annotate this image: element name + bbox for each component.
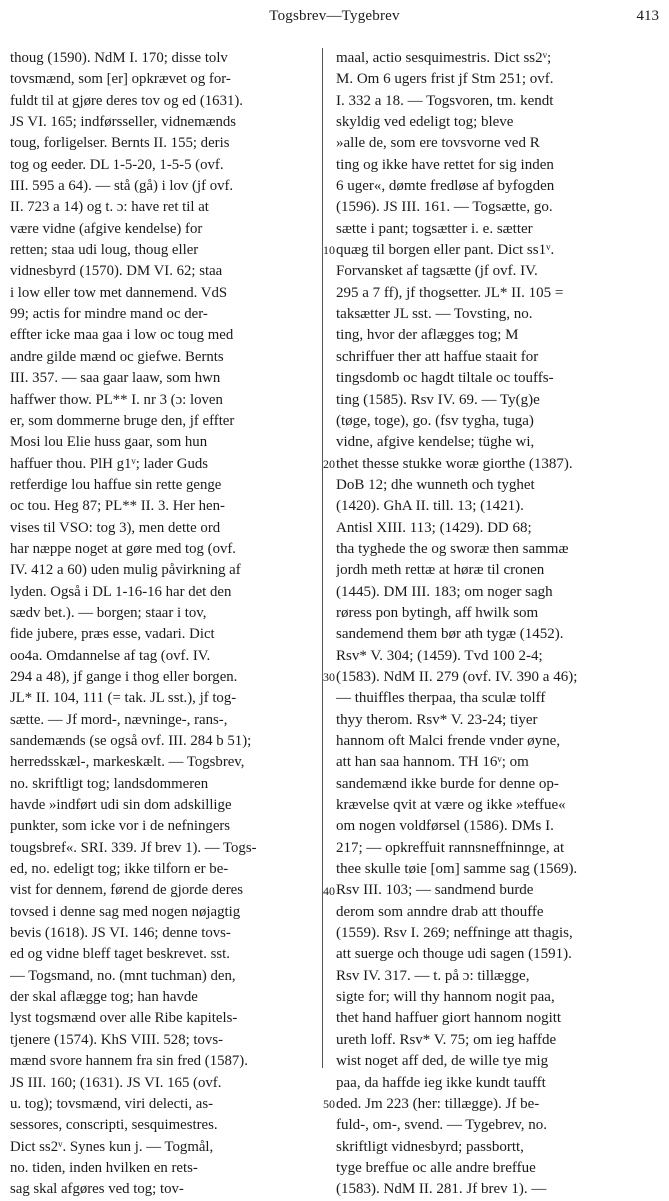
text-line: oc tou. Heg 87; PL** II. 3. Her hen- [10,498,225,515]
text-line: JS III. 160; (1631). JS VI. 165 (ovf. [10,1074,222,1091]
text-line: tovsed i denne sag med nogen nøjagtig [10,903,241,920]
text-line: ureth loff. Rsv* V. 75; om ieg haffde [336,1031,557,1048]
text-line: krævelse qvit at være og ikke »teffue« [336,797,566,814]
text-line: u. tog); tovsmænd, viri delecti, as- [10,1095,214,1112]
text-line: haffwer thow. PL** I. nr 3 (ɔ: loven [10,391,223,408]
text-line: ting (1585). Rsv IV. 69. — Ty(g)e [336,391,540,408]
text-line: (1596). JS III. 161. — Togsætte, go. [336,199,553,216]
page-header [0,0,669,40]
text-line: i low eller tow met dannemend. VdS [10,284,228,301]
text-line: sag skal afgøres ved tog; tov- [10,1181,184,1198]
text-line: lyst togsmænd over alle Ribe kapitels- [10,1010,238,1027]
text-line: thee skulle tøie [om] samme sag (1569). [336,861,578,878]
text-line: toug, forligelser. Bernts II. 155; deris [10,135,230,152]
text-line: 217; — opkreffuit rannsneffninnge, at [336,839,565,856]
text-line: retten; staa udi loug, thoug eller [10,242,199,259]
text-line: (1445). DM III. 183; om noger sagh [336,583,553,600]
text-line: tog og eeder. DL 1-5-20, 1-5-5 (ovf. [10,156,224,173]
text-line: 99; actis for mindre mand oc der- [10,306,208,323]
text-line: haffuer thou. PlH g1ᵛ; lader Guds [10,455,209,472]
text-line: wist noget aff ded, de wille tye mig [336,1053,549,1070]
text-line: quæg til borgen eller pant. Dict ss1ᵛ. [336,242,555,259]
text-line: Forvansket af tagsætte (jf ovf. IV. [336,263,538,280]
text-line: Rsv III. 103; — sandmend burde [336,882,534,899]
right-column [336,48,658,1201]
text-line: tougsbref«. SRI. 339. Jf brev 1). — Togs- [10,839,257,856]
text-line: sandemænd ikke burde for denne op- [336,775,559,792]
text-line: »alle de, som ere tovsvorne ved R [336,135,540,152]
text-line: tingsdomb oc hagdt tiltale oc touffs- [336,370,554,387]
text-line: Dict ss2ᵛ. Synes kun j. — Togmål, [10,1138,214,1155]
text-line: (1583). NdM II. 279 (ovf. IV. 390 a 46); [336,668,578,685]
text-line: paa, da haffde ieg ikke kundt taufft [336,1074,546,1091]
text-line: thoug (1590). NdM I. 170; disse tolv [10,50,228,66]
text-line: sandemend them bør ath tygæ (1452). [336,626,564,643]
text-line: att han saa hannom. TH 16ᵛ; om [336,754,529,771]
text-line: fide jubere, præs esse, vadari. Dict [10,626,215,643]
column-divider [322,48,323,1068]
text-line: (1583). NdM II. 281. Jf brev 1). — [336,1181,547,1198]
text-line: sætte i pant; togsætter i. e. sætter [336,220,533,237]
line-number: 30 [323,670,335,685]
text-line: taksætter JL sst. — Tovsting, no. [336,306,533,323]
text-line: punkter, som icke vor i de nefningers [10,818,231,835]
line-number: 20 [323,456,335,471]
text-line: jordh meth rettæ at høræ til cronen [336,562,545,579]
text-line: Antisl XIII. 113; (1429). DD 68; [336,519,532,536]
text-line: røress pon bytingh, aff hwilk som [336,604,539,621]
text-line: hannom oft Malci frende vnder øyne, [336,733,561,749]
text-line: vidne, afgive kendelse; tüghe wi, [336,434,535,451]
text-line: maal, actio sesquimestris. Dict ss2ᵛ; [336,50,552,66]
text-line: — thuiffles therpaa, tha sculæ tolff [336,690,546,707]
text-line: vises til VSO: tog 3), men dette ord [10,519,221,536]
text-line: Mosi lou Elie huss gaar, som hun [10,434,208,451]
text-line: andre gilde mænd oc giefwe. Bernts [10,348,224,365]
text-line: JL* II. 104, 111 (= tak. JL sst.), jf tog- [10,690,237,707]
text-line: 6 uger«, dømte fredløse af byfogden [336,178,555,195]
text-line: mænd svore hannem fra sin fred (1587). [10,1053,248,1070]
text-line: sigte for; will thy hannom nogit paa, [336,989,555,1006]
text-line: tjenere (1574). KhS VIII. 528; tovs- [10,1031,224,1048]
text-line: I. 332 a 18. — Togsvoren, tm. kendt [336,92,554,109]
text-line: no. tiden, inden hvilken en rets- [10,1159,198,1176]
text-line: fuldt til at gjøre deres tov og ed (1631). [10,92,243,109]
text-line: III. 357. — saa gaar laaw, som hwn [10,370,221,387]
text-line: (1559). Rsv I. 269; neffninge att thagis, [336,925,573,942]
text-line: derom som anndre drab att thouffe [336,903,544,920]
text-line: sandemænds (se også ovf. III. 284 b 51); [10,733,252,749]
text-line: effter icke maa gaa i low oc toug med [10,327,234,344]
text-line: herredsskæl-, markeskælt. — Togsbrev, [10,754,245,771]
text-line: thet hand haffuer giort hannom nogitt [336,1010,562,1027]
text-line: skyldig ved edeligt tog; bleve [336,114,514,131]
text-line: thet thesse stukke woræ giorthe (1387). [336,455,573,472]
text-line: oo4a. Omdannelse af tag (ovf. IV. [10,647,211,664]
text-line: vist for dennem, førend de gjorde deres [10,882,243,899]
text-line: har næppe noget at gøre med tog (ovf. [10,540,236,557]
text-line: ting, hvor der aflægges tog; M [336,327,519,344]
text-line: schriffuer ther att haffue staait for [336,348,539,365]
text-line: 295 a 7 ff), jf thogsetter. JL* II. 105 = [336,284,564,301]
text-line: sædv bet.). — borgen; staar i tov, [10,604,207,621]
page-number: 413 [636,8,659,24]
text-line: JS VI. 165; indførsseller, vidnemænds [10,114,237,131]
text-line: Rsv IV. 317. — t. på ɔ: tillægge, [336,967,530,984]
text-line: (1420). GhA II. till. 13; (1421). [336,498,524,515]
text-line: sessores, conscripti, sesquimestres. [10,1117,218,1134]
line-number: 10 [323,243,335,258]
text-line: retferdige lou haffue sin rette genge [10,476,222,493]
text-line: DoB 12; dhe wunneth och tyghet [336,476,535,493]
text-line: tovsmænd, som [er] opkrævet og for- [10,71,231,88]
text-line: 294 a 48), jf gange i thog eller borgen. [10,668,238,685]
text-line: skriftligt vidnesbyrd; passbortt, [336,1138,524,1155]
text-line: sætte. — Jf mord-, nævninge-, rans-, [10,711,228,728]
text-line: no. skriftligt tog; landsdommeren [10,775,209,792]
text-line: tha tyghede the og sworæ then sammæ [336,540,569,557]
text-line: bevis (1618). JS VI. 146; denne tovs- [10,925,231,942]
text-line: havde »indført udi sin dom adskillige [10,797,232,814]
text-line: M. Om 6 ugers frist jf Stm 251; ovf. [336,71,554,88]
text-line: thyy therom. Rsv* V. 23-24; tiyer [336,711,538,728]
text-line: IV. 412 a 60) uden mulig påvirkning af [10,562,241,579]
text-line: II. 723 a 14) og t. ɔ: have ret til at [10,199,209,216]
line-number: 50 [323,1097,335,1112]
text-line: der skal aflægge tog; han havde [10,989,198,1006]
text-line: lyden. Også i DL 1-16-16 har det den [10,583,232,600]
text-line: ded. Jm 223 (her: tillægge). Jf be- [336,1095,540,1112]
text-line: vidnesbyrd (1570). DM VI. 62; staa [10,263,223,280]
text-line: fuld-, om-, svend. — Tygebrev, no. [336,1117,547,1134]
text-line: ting og ikke have rettet for sig inden [336,156,554,173]
text-line: tyge breffue oc alle andre breffue [336,1159,536,1176]
text-line: — Togsmand, no. (mnt tuchman) den, [10,967,236,984]
text-line: Rsv* V. 304; (1459). Tvd 100 2-4; [336,647,543,664]
text-line: ed, no. edeligt tog; ikke tilforn er be- [10,861,229,878]
text-line: III. 595 a 64). — stå (gå) i lov (jf ovf. [10,178,234,195]
line-number: 40 [323,883,335,898]
text-line: (tøge, toge), go. (fsv tygha, tuga) [336,412,534,429]
running-title: Togsbrev—Tygebrev [269,8,400,24]
text-line: om nogen voldførsel (1586). DMs I. [336,818,554,835]
text-line: att suerge och thouge udi sagen (1591). [336,946,572,963]
text-line: ed og vidne bleff taget beskrevet. sst. [10,946,230,963]
text-line: være vidne (afgive kendelse) for [10,220,203,237]
left-column [10,48,313,1201]
text-line: er, som dommerne bruge den, jf effter [10,412,235,429]
